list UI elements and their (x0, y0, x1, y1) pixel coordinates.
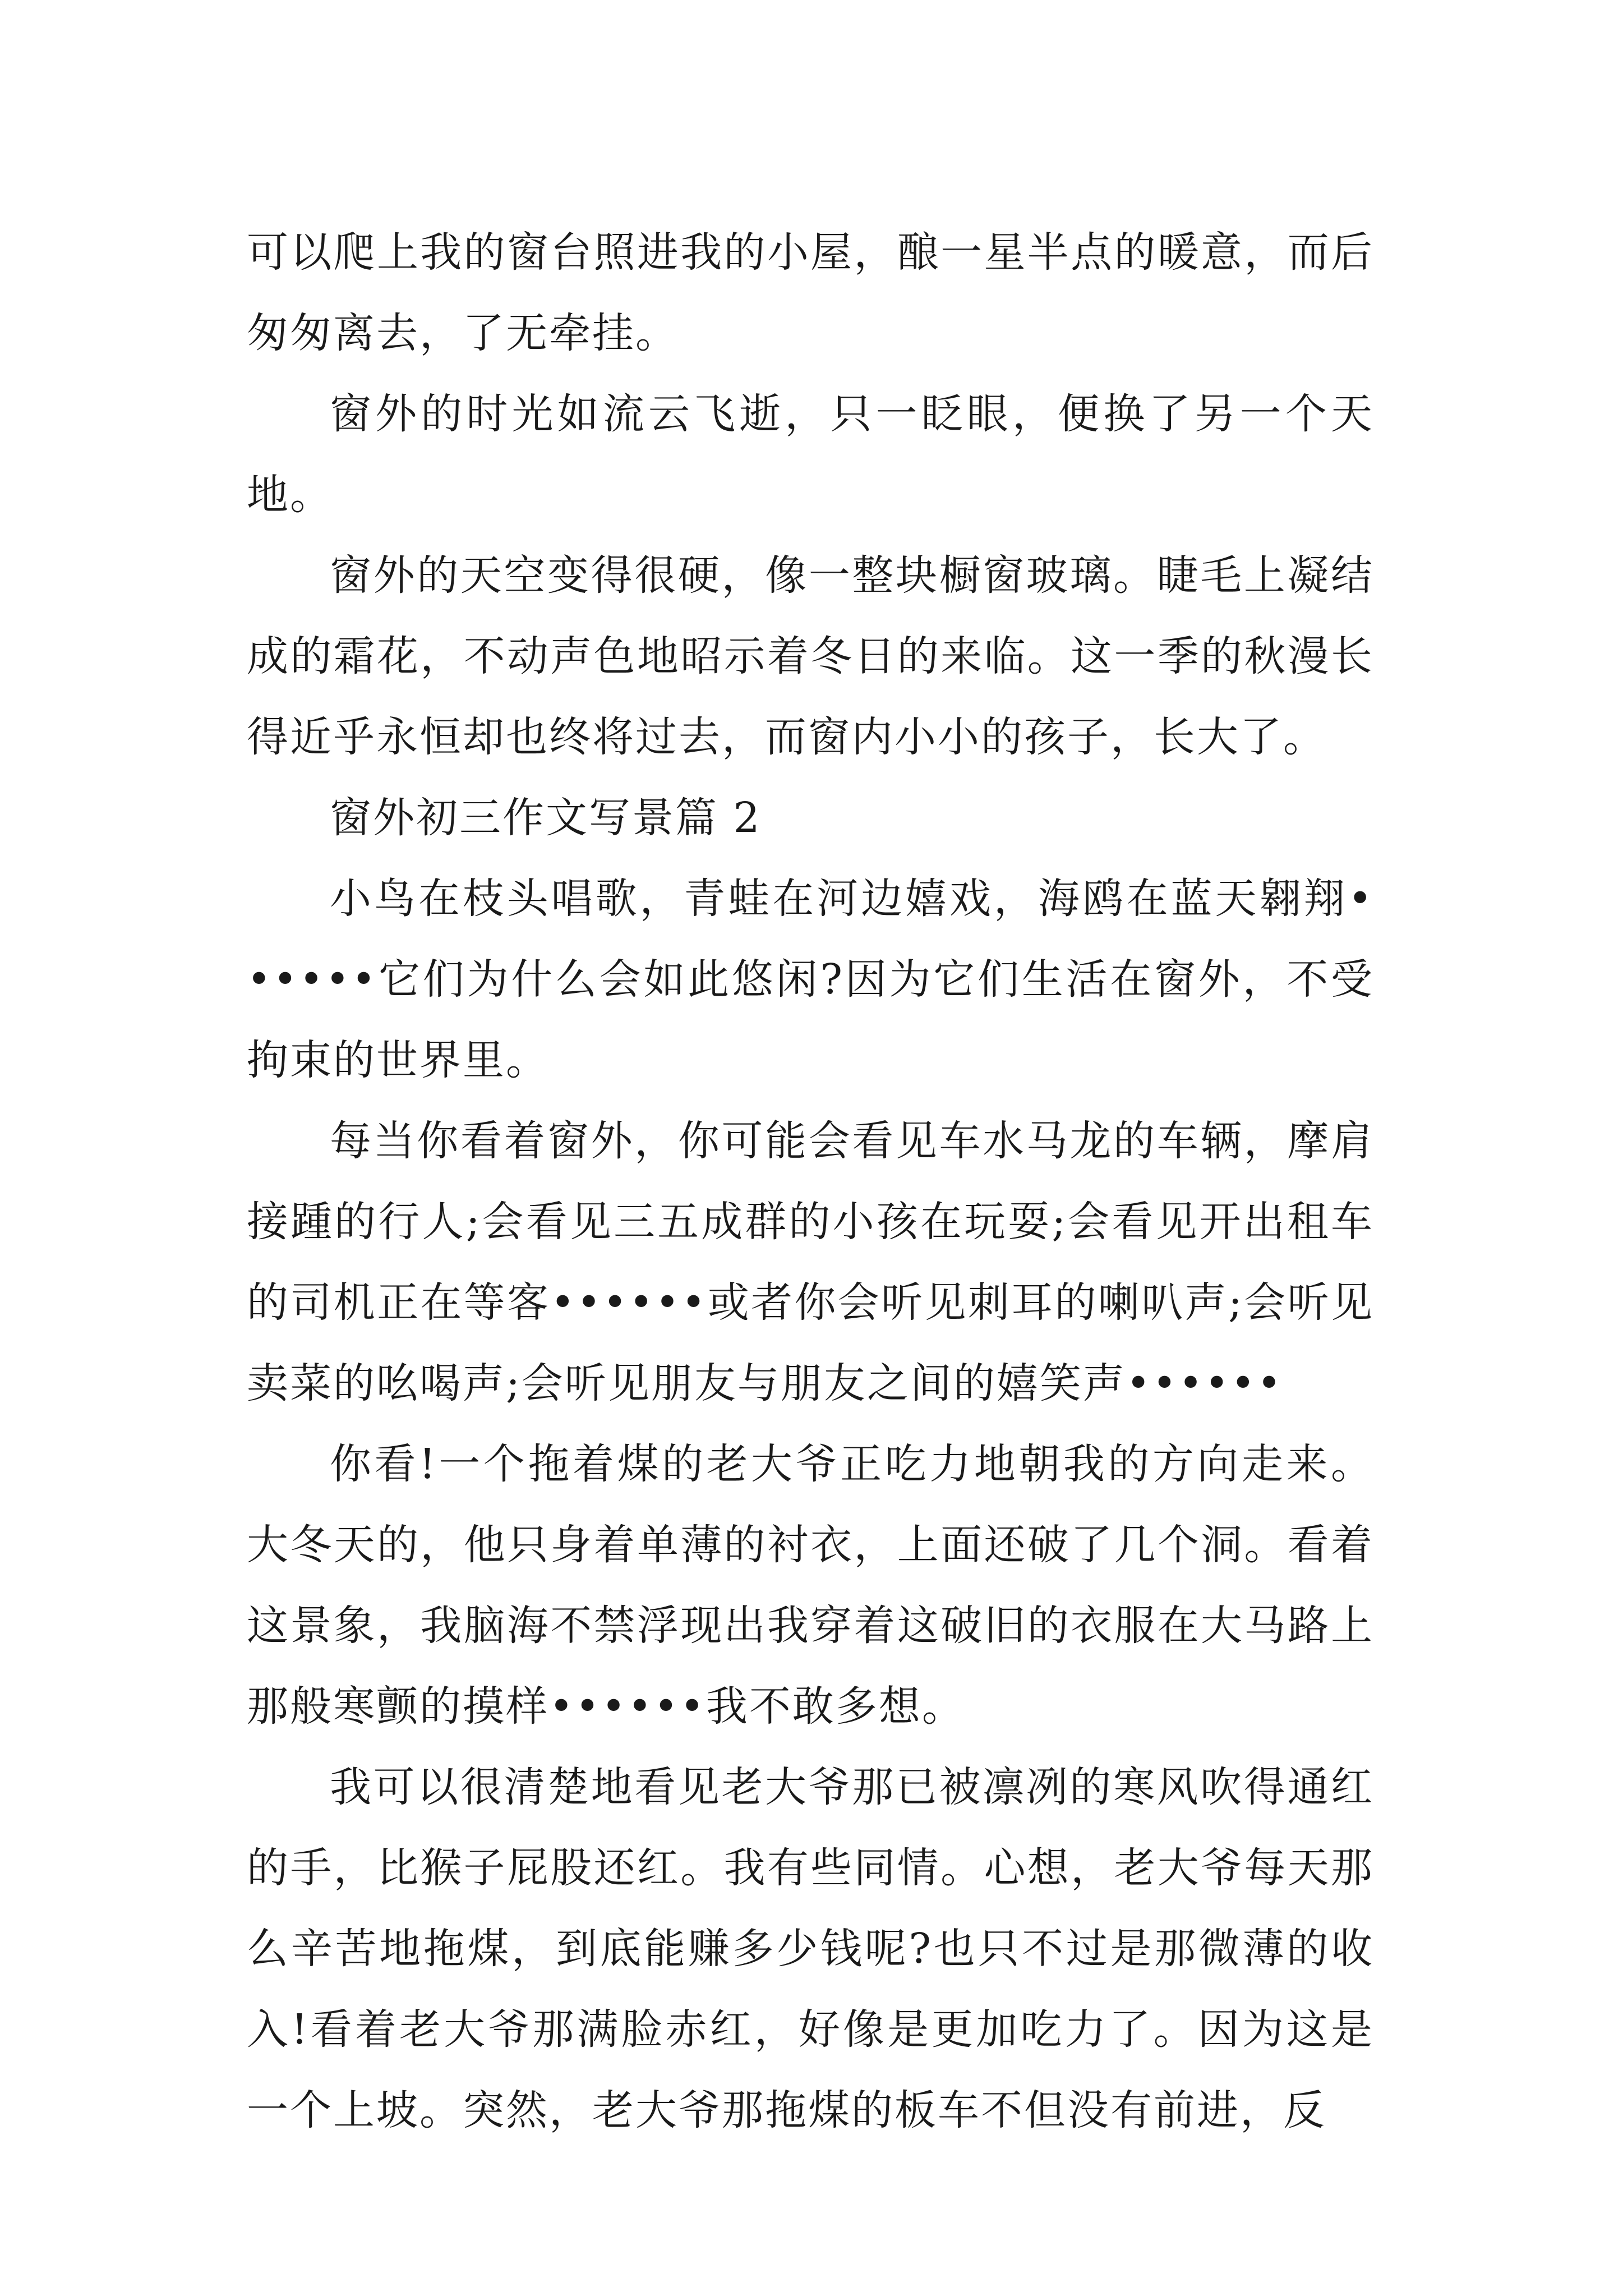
paragraph-3: 窗外的天空变得很硬，像一整块橱窗玻璃。睫毛上凝结成的霜花，不动声色地昭示着冬日的来临。这一季的秋漫长得近乎永恒却也终将过去，而窗内小小的孩子，长大了。 (247, 551, 1374, 761)
section-title: 窗外初三作文写景篇 2 (330, 794, 762, 842)
paragraph-2: 窗外的时光如流云飞逝，只一眨眼，便换了另一个天地。 (247, 390, 1374, 519)
paragraph-6: 你看!一个拖着煤的老大爷正吃力地朝我的方向走来。大冬天的，他只身着单薄的衬衣，上面还破了几个洞。看着这景象，我脑海不禁浮现出我穿着这破旧的衣服在大马路上那般寒颤的摸样••••••我不敢多想。 (247, 1440, 1374, 1731)
paragraph-5: 每当你看着窗外，你可能会看见车水马龙的车辆，摩肩接踵的行人;会看见三五成群的小孩在玩耍;会看见开出租车的司机正在等客••••••或者你会听见刺耳的喇叭声;会听见卖菜的吆喝声;会听见朋友与朋友之间的嬉笑声•••••• (247, 1117, 1374, 1407)
paragraph-7: 我可以很清楚地看见老大爷那已被凛冽的寒风吹得通红的手，比猴子屁股还红。我有些同情。心想，老大爷每天那么辛苦地拖煤，到底能赚多少钱呢?也只不过是那微薄的收入!看着老大爷那满脸赤红，好像是更加吃力了。因为这是一个上坡。突然，老大爷那拖煤的板车不但没有前进，反 (247, 1763, 1374, 2134)
paragraph-4: 小鸟在枝头唱歌，青蛙在河边嬉戏，海鸥在蓝天翱翔••••••它们为什么会如此悠闲?因为它们生活在窗外，不受拘束的世界里。 (247, 875, 1374, 1084)
document-page (247, 212, 1374, 2151)
paragraph-1: 可以爬上我的窗台照进我的小屋，酿一星半点的暖意，而后匆匆离去，了无牵挂。 (247, 228, 1374, 357)
